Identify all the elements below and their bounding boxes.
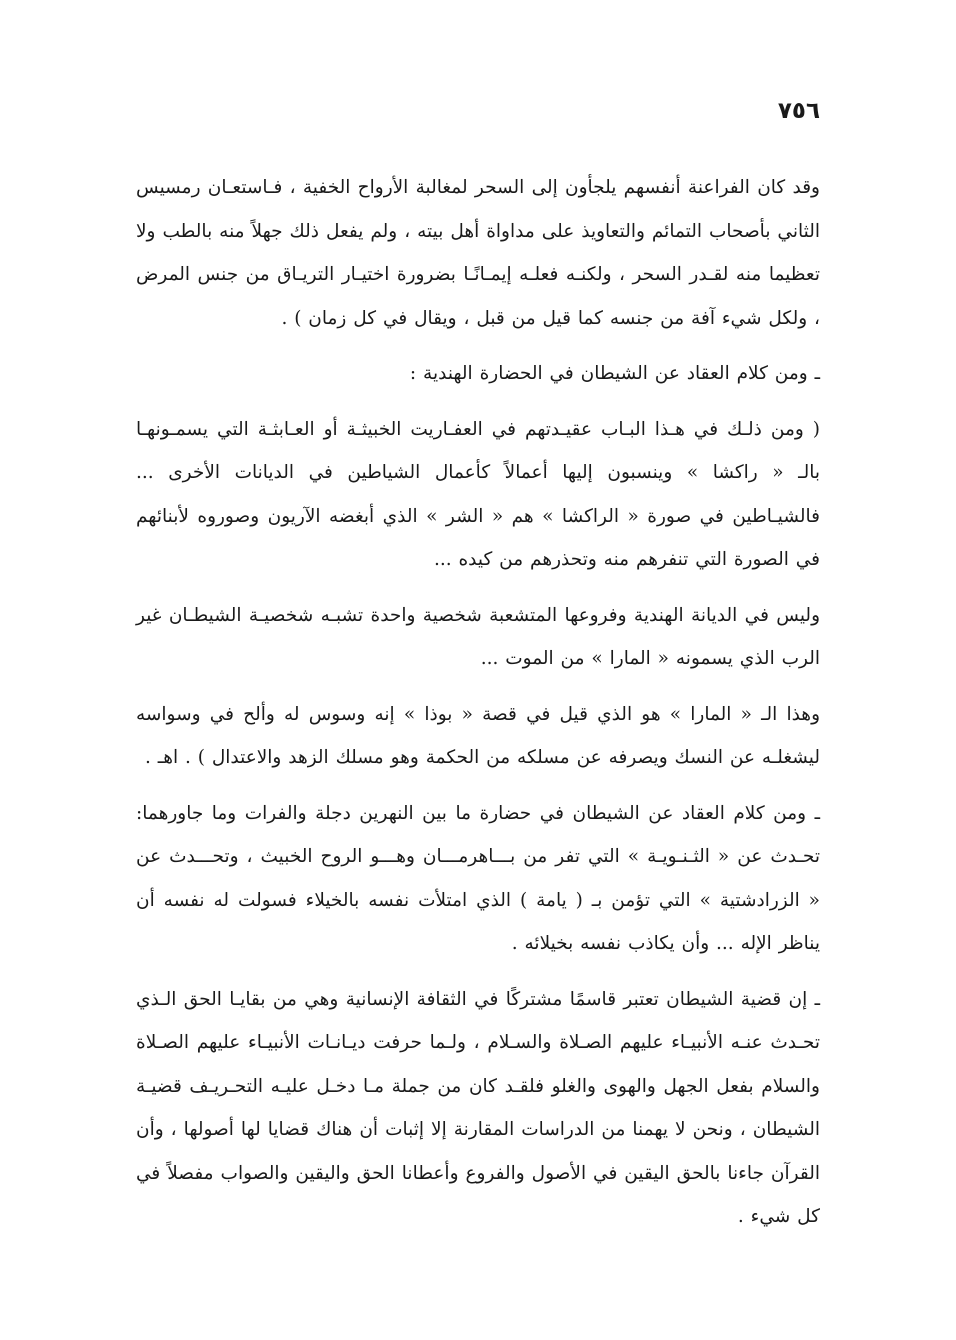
paragraph-buddha: وهذا الـ « المارا » هو الذي قيل في قصة « بوذا » إنه وسوس له وألح في وسواسه ليشغلـه عن النسك ويصرفه عن مسلكه من الحكمة وهو مسلك الزهد والاعتدال ) . اهـ . <box>136 703 820 768</box>
paragraph-mesopotamia: ـ ومن كلام العقاد عن الشيطان في حضارة ما بين النهرين دجلة والفرات وما جاورهما: تحـدث عن « الثـنـويـة » التي تفر من بـــاهرمـــان وهـــو الروح الخبيث ، وتحـــدث عن « الزرادشتية » التي تؤمن بـ ( يامة ) الذي امتلأت نفسه بالخيلاء فسولت له نفسه أن يناظر الإله ... وأن يكاذب نفسه بخيلائه . <box>136 802 820 954</box>
paragraph-aqqad-indian-heading: ـ ومن كلام العقاد عن الشيطان في الحضارة الهندية : <box>409 363 820 384</box>
paragraph-rakshasa: ( ومن ذلـك في هـذا البـاب عقيـدتهم في العفـاريت الخبيثـة أو العـابثـة التي يسمـونهـا بالـ « راكشا » وينسبون إليها أعمالاً كأعمال الشياطين في الديانات الأخرى ... فالشيـاطين في صورة « الراكشا » هم « الشر » الذي أبغضه الآريون وصوروه لأبنائهم في الصورة التي تنفرهم منه وتحذرهم من كيده ... <box>136 418 820 570</box>
page-number: ٧٥٦ <box>777 98 820 124</box>
paragraph-pharaohs-magic: وقد كان الفراعنة أنفسهم يلجأون إلى السحر لمغالبة الأرواح الخفية ، فـاستعـان رمسيس الثاني بأصحاب التمائم والتعاويذ على مداواة أهل بيته ، ولم يفعل ذلك جهلاً منه بالطب ولا تعظيما منه لقـدر السحر ، ولكنـه فعلـه إيمـانًـا بضرورة اختيـار التريـاق من جنس المرض ، ولكل شيء آفة من جنسه كما قيل من قبل ، ويقال في كل زمان ) . <box>136 177 820 329</box>
paragraph-mara: وليس في الديانة الهندية وفروعها المتشعبة شخصية واحدة تشبـه شخصيـة الشيطـان غير الرب الذي يسمونه « المارا » من الموت ... <box>136 604 820 669</box>
body-text <box>136 166 820 1251</box>
paragraph-conclusion: ـ إن قضية الشيطان تعتبر قاسمًا مشتركًا في الثقافة الإنسانية وهي من بقايـا الحق الـذي تحـدث عنـه الأنبيـاء عليهم الصـلاة والسـلام ، ولـما حرفت ديـانـات الأنبيـاء عليهم الصـلاة والسلام بفعل الجهل والهوى والغلو فلقـد كان من جملة مـا دخـل عليـه التحـريـف قضيـة الشيطان ، ونحن لا يهمنا من الدراسات المقارنة إلا إثبات أن هناك قضايا لها أصولها ، وأن القرآن جاءنا بالحق اليقين في الأصول والفروع وأعطانا الحق واليقين والصواب مفصلاً في كل شيء . <box>136 988 820 1227</box>
